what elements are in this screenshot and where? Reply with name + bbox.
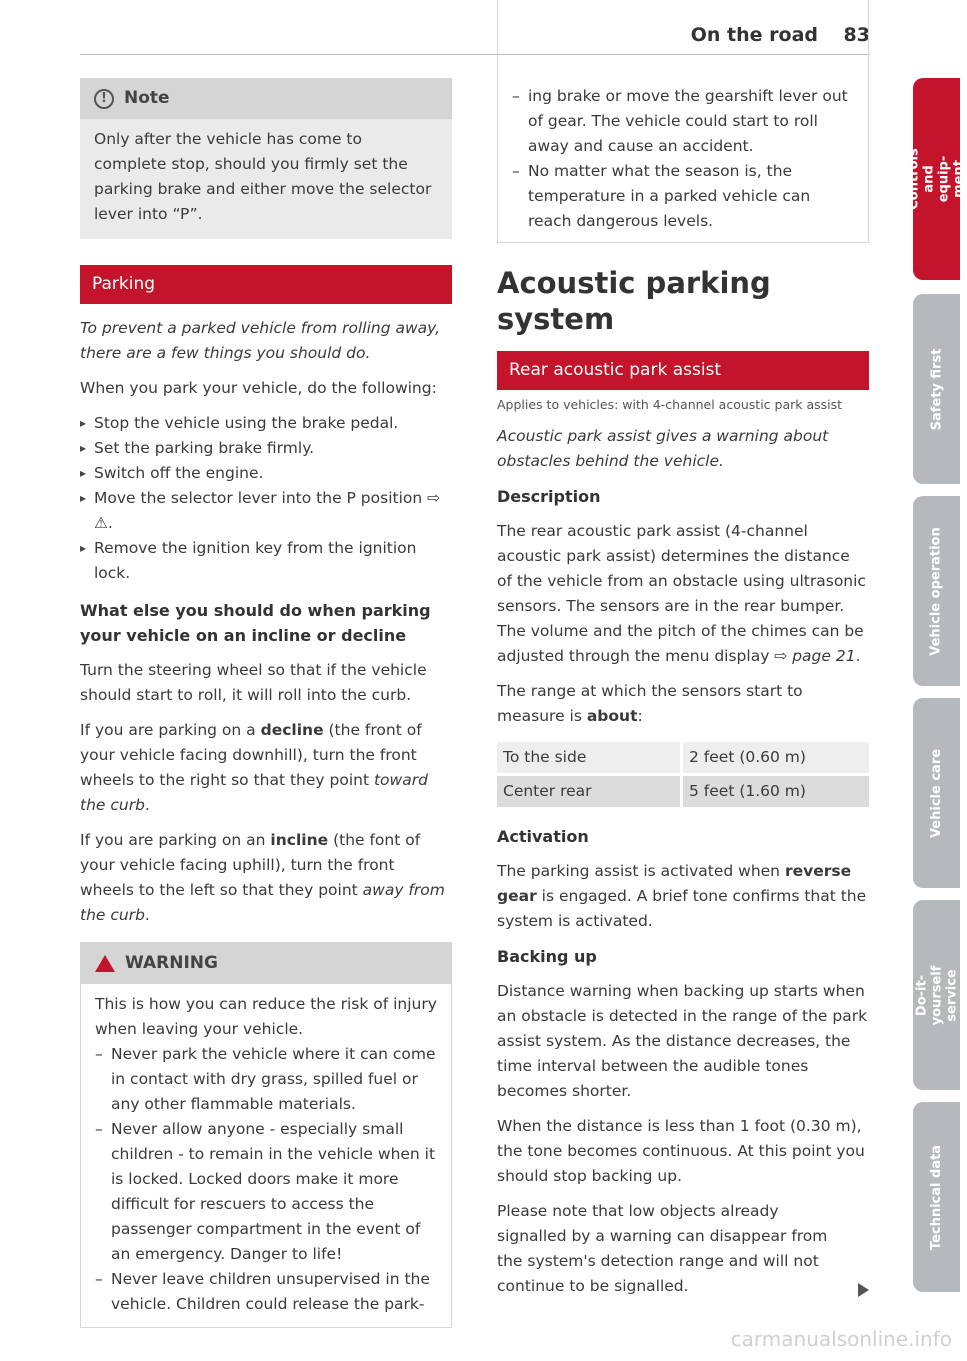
backing-paragraph-2: When the distance is less than 1 foot (0.30 m), the tone becomes continuous. At this point you should stop backing up. bbox=[497, 1117, 865, 1185]
tab-safety-first[interactable] bbox=[913, 294, 960, 484]
list-item: – Never park the vehicle where it can come in contact with dry grass, spilled fuel or any other flammable materials. bbox=[95, 1042, 437, 1117]
list-item: ▸ Move the selector lever into the P position ⇨ ⚠. bbox=[80, 486, 452, 536]
tab-label: Do-it-yourself service bbox=[914, 965, 960, 1025]
tab-vehicle-operation[interactable] bbox=[913, 496, 960, 686]
table-row bbox=[497, 776, 869, 807]
text-run: is engaged. A brief tone confirms that the system is activated. bbox=[497, 887, 867, 930]
list-item: – No matter what the season is, the temperature in a parked vehicle can reach dangerous levels. bbox=[512, 159, 854, 234]
list-item: ▸ Remove the ignition key from the ignition lock. bbox=[80, 536, 452, 586]
decline-paragraph bbox=[80, 718, 452, 818]
page-link[interactable]: ⇨ page 21 bbox=[774, 647, 856, 665]
assist-intro: Acoustic park assist gives a warning about obstacles behind the vehicle. bbox=[497, 427, 829, 470]
table-cell: Center rear bbox=[497, 776, 683, 807]
tab-vehicle-care[interactable] bbox=[913, 698, 960, 888]
text-run: The range at which the sensors start to measure is bbox=[497, 682, 803, 725]
list-item-continued bbox=[512, 84, 854, 159]
bold-term: decline bbox=[260, 721, 324, 739]
list-item: ▸ Set the parking brake firmly. bbox=[80, 436, 452, 461]
incline-heading: What else you should do when parking your vehicle on an incline or decline bbox=[80, 601, 431, 645]
warning-box bbox=[80, 942, 452, 1328]
warning-continuation-list bbox=[512, 84, 854, 234]
right-column bbox=[497, 78, 869, 1309]
backing-paragraph-3 bbox=[497, 1199, 869, 1299]
italic-term: away from the curb bbox=[80, 881, 445, 924]
activation-heading: Activation bbox=[497, 827, 589, 846]
page-number: 83 bbox=[843, 24, 870, 46]
tab-label: Safety first bbox=[929, 348, 945, 430]
range-paragraph bbox=[497, 679, 869, 729]
warning-title: WARNING bbox=[125, 953, 218, 973]
parking-steps bbox=[80, 411, 452, 586]
warning-intro: This is how you can reduce the risk of injury when leaving your vehicle. bbox=[95, 995, 437, 1038]
tab-technical-data[interactable] bbox=[913, 1102, 960, 1292]
text-run: (the font of your vehicle facing uphill), turn the front wheels to the left so that they point bbox=[80, 831, 421, 899]
tab-label: Technical data bbox=[929, 1144, 944, 1250]
left-column bbox=[80, 78, 452, 1328]
tab-label: Vehicle operation bbox=[929, 526, 945, 656]
range-table bbox=[497, 739, 869, 810]
list-item: ▸ Switch off the engine. bbox=[80, 461, 452, 486]
parking-intro: To prevent a parked vehicle from rolling away, there are a few things you should do. bbox=[80, 319, 441, 362]
bold-term: about bbox=[586, 707, 638, 725]
incline-intro: Turn the steering wheel so that if the vehicle should start to roll, it will roll into the curb. bbox=[80, 661, 427, 704]
tab-label: Vehicle care bbox=[929, 748, 944, 838]
note-header bbox=[80, 78, 452, 119]
warning-triangle-icon bbox=[95, 955, 115, 972]
backing-paragraph-1: Distance warning when backing up starts when an obstacle is detected in the range of the park assist system. As the distance decreases, the time interval between the audible tones becomes shorter. bbox=[497, 982, 868, 1100]
table-row bbox=[497, 742, 869, 773]
text-run: If you are parking on a bbox=[80, 721, 261, 739]
warning-list bbox=[95, 1042, 437, 1317]
tab-label: Controls and equip-ment bbox=[906, 148, 967, 210]
incline-paragraph bbox=[80, 828, 452, 928]
activation-paragraph bbox=[497, 859, 869, 934]
text-run: : bbox=[637, 707, 643, 725]
note-box bbox=[80, 78, 452, 239]
table-cell: 2 feet (0.60 m) bbox=[683, 742, 869, 773]
text-run: ing brake or move the gearshift lever out of gear. The vehicle could start to roll away and cause an accident. bbox=[528, 87, 848, 155]
table-cell: 5 feet (1.60 m) bbox=[683, 776, 869, 807]
bold-term: reverse gear bbox=[497, 862, 852, 905]
parking-heading: Parking bbox=[80, 265, 452, 304]
bold-term: incline bbox=[270, 831, 329, 849]
text-run: . bbox=[855, 647, 861, 665]
table-cell: To the side bbox=[497, 742, 683, 773]
note-title: Note bbox=[124, 88, 170, 108]
warning-header bbox=[81, 943, 451, 984]
list-item: ▸ Stop the vehicle using the brake pedal. bbox=[80, 411, 452, 436]
backing-heading: Backing up bbox=[497, 947, 597, 966]
description-heading: Description bbox=[497, 487, 601, 506]
note-text: Only after the vehicle has come to complete stop, should you firmly set the parking brake and either move the selector lever into “P”. bbox=[94, 130, 432, 223]
text-run: Please note that low objects already signalled by a warning can disappear from the system's detection range and will not continue to be signalled. bbox=[497, 1202, 828, 1295]
text-run: . bbox=[144, 796, 150, 814]
list-item: – Never leave children unsupervised in the vehicle. Children could release the park- bbox=[95, 1267, 437, 1317]
text-run: (the front of your vehicle facing downhill), turn the front wheels to the right so that they point bbox=[80, 721, 422, 789]
tab-controls-and-equipment[interactable] bbox=[906, 78, 967, 280]
text-run: The parking assist is activated when bbox=[497, 862, 785, 880]
list-item: – Never allow anyone - especially small children - to remain in the vehicle when it is locked. Locked doors make it more difficult for rescuers to access the passenger compartment in the event of an emergency. Danger to life! bbox=[95, 1117, 437, 1267]
watermark: carmanualsonline.info bbox=[730, 1327, 952, 1351]
text-run: . bbox=[144, 906, 150, 924]
tab-do-it-yourself-service[interactable] bbox=[913, 900, 960, 1090]
italic-term: toward the curb bbox=[80, 771, 428, 814]
section-title: On the road bbox=[690, 24, 818, 46]
rear-assist-heading: Rear acoustic park assist bbox=[497, 351, 869, 390]
applies-note: Applies to vehicles: with 4-channel acoustic park assist bbox=[497, 397, 843, 412]
text-run: If you are parking on an bbox=[80, 831, 271, 849]
continue-arrow-icon bbox=[858, 1283, 869, 1297]
acoustic-title: Acoustic parking system bbox=[497, 266, 771, 336]
warning-continuation-box bbox=[497, 0, 869, 243]
description-paragraph bbox=[497, 519, 869, 669]
exclamation-circle-icon: ! bbox=[94, 89, 114, 109]
text-run: The rear acoustic park assist (4-channel acoustic park assist) determines the distance of the vehicle from an obstacle using ultrasonic sensors. The sensors are in the rear bumper. The volume and the pitch of the chimes can be adjusted through the menu display bbox=[497, 522, 866, 665]
parking-lead: When you park your vehicle, do the following: bbox=[80, 379, 437, 397]
